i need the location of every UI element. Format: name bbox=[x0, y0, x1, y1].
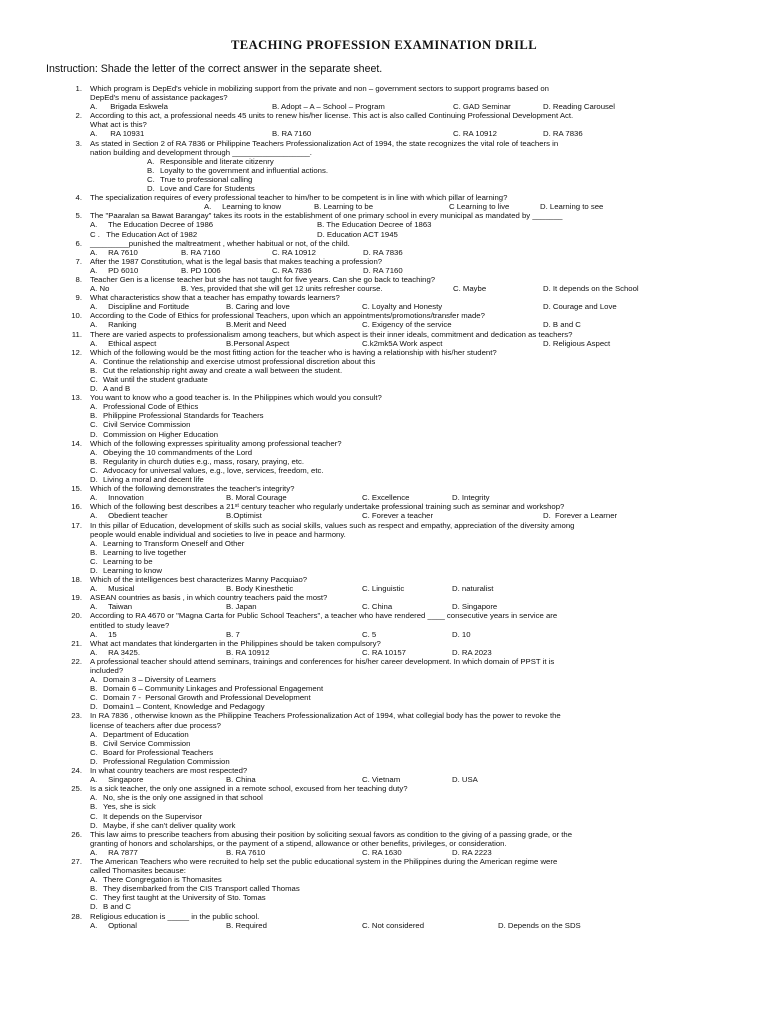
choice-b: B. Philippine Professional Standards for Teachers bbox=[90, 411, 264, 421]
question-stem: A professional teacher should attend seminars, trainings and conferences for his/her career development. In which domain of PPST it is bbox=[90, 656, 555, 666]
choice-b: B. Learning to live together bbox=[90, 547, 187, 557]
question-23 bbox=[62, 711, 726, 766]
choice-c: C. Exigency of the service bbox=[362, 320, 452, 330]
choice-c: C. GAD Seminar bbox=[453, 102, 511, 112]
choice-b: B. Caring and love bbox=[226, 302, 290, 312]
choice-d: D. Learning to see bbox=[540, 202, 604, 212]
question-stem: You want to know who a good teacher is. In the Philippines which would you consult? bbox=[90, 393, 382, 403]
choice-c: C . The Education Act of 1982 bbox=[90, 229, 198, 239]
choice-d: D. Reading Carousel bbox=[543, 102, 615, 112]
choice-d: D. RA 7836 bbox=[543, 129, 583, 139]
question-number: 22. bbox=[71, 656, 82, 666]
question-stem: Which of the following best describes a 21ˢᵗ century teacher who regularly undertake professional training such as seminar and workshop? bbox=[90, 502, 565, 512]
choice-a: A. Optional bbox=[90, 920, 137, 930]
choice-b: B. Body Kinesthetic bbox=[226, 584, 294, 594]
choice-b: B. Civil Service Commission bbox=[90, 738, 191, 748]
question-5 bbox=[62, 211, 726, 238]
choice-d: D. Singapore bbox=[452, 602, 498, 612]
question-number: 3. bbox=[75, 138, 82, 148]
choice-d: D. Domain1 – Content, Knowledge and Pedagogy bbox=[90, 702, 265, 712]
choice-row bbox=[90, 339, 726, 348]
choice-a: A. Continue the relationship and exercise utmost professional discretion about this bbox=[90, 356, 376, 366]
choice-d: D. RA 7160 bbox=[363, 265, 403, 275]
choice-a: A. Department of Education bbox=[90, 729, 189, 739]
choice-a: A. The Education Decree of 1986 bbox=[90, 220, 214, 230]
question-6 bbox=[62, 239, 726, 257]
question-10 bbox=[62, 311, 726, 329]
choice-a: A. No, she is the only one assigned in that school bbox=[90, 793, 263, 803]
choice-row bbox=[90, 602, 726, 611]
choice-d: D. Education ACT 1945 bbox=[317, 229, 398, 239]
question-11 bbox=[62, 330, 726, 348]
choice-d: D. It depends on the School bbox=[543, 284, 639, 294]
choice-row bbox=[90, 584, 726, 593]
question-stem: DepEd's menu of assistance packages? bbox=[90, 93, 228, 103]
choice-a: A. 15 bbox=[90, 629, 117, 639]
question-stem: granting of honors and scholarships, or the payment of a stipend, allowance or other benefits, privileges, or consideration. bbox=[90, 838, 507, 848]
choice-b: B. The Education Decree of 1863 bbox=[317, 220, 432, 230]
question-24 bbox=[62, 766, 726, 784]
choice-b: B. They disembarked from the CIS Transport called Thomas bbox=[90, 884, 300, 894]
question-25 bbox=[62, 784, 726, 829]
question-stem: The "Paaralan sa Bawat Barangay" takes its roots in the establishment of one primary school in every municipal as mandated by _______ bbox=[90, 211, 563, 221]
choice-c: C. Linguistic bbox=[362, 584, 405, 594]
choice-c: C. Board for Professional Teachers bbox=[90, 747, 214, 757]
choice-c: C. RA 7836 bbox=[272, 265, 312, 275]
question-stem: In this pillar of Education, development of skills such as social skills, values such as respect and empathy, appreciation of the diversity among bbox=[90, 520, 575, 530]
question-stem: In what country teachers are most respected? bbox=[90, 766, 248, 776]
question-14 bbox=[62, 439, 726, 484]
choice-row bbox=[90, 648, 726, 657]
question-number: 11. bbox=[71, 329, 82, 339]
choice-row bbox=[90, 284, 726, 293]
choice-c: C. Learning to be bbox=[90, 556, 153, 566]
question-1 bbox=[62, 84, 726, 111]
question-18 bbox=[62, 575, 726, 593]
choice-row bbox=[90, 630, 726, 639]
question-number: 2. bbox=[75, 111, 82, 121]
choice-b: B.Personal Aspect bbox=[226, 338, 290, 348]
choice-b: B. Regularity in church duties e.g., mass, rosary, praying, etc. bbox=[90, 456, 305, 466]
question-stem: people would enable individual and societies to live in peace and harmony. bbox=[90, 529, 346, 539]
choice-c: C. RA 10912 bbox=[272, 247, 316, 257]
question-4 bbox=[62, 193, 726, 211]
question-stem: According to RA 4670 or "Magna Carta for Public School Teachers", a teacher who have rendered ____ consecutive years in service are bbox=[90, 611, 558, 621]
question-stem: Teacher Gen is a license teacher but she has not taught for five years. Can she go back to teaching? bbox=[90, 274, 436, 284]
question-stem: included? bbox=[90, 666, 124, 675]
question-number: 10. bbox=[71, 311, 82, 321]
choice-a: A. Brigada Eskwela bbox=[90, 102, 168, 112]
choice-d: D. Religious Aspect bbox=[543, 338, 611, 348]
question-number: 16. bbox=[71, 502, 82, 512]
question-stem: _________punished the maltreatment , whether habitual or not, of the child. bbox=[90, 238, 350, 248]
choice-d: D. Professional Regulation Commission bbox=[90, 756, 230, 766]
question-number: 17. bbox=[71, 520, 82, 530]
question-stem: Is a sick teacher, the only one assigned in a remote school, excused from her teaching duty? bbox=[90, 784, 408, 794]
question-number: 23. bbox=[71, 711, 82, 721]
question-stem: license of teachers after due process? bbox=[90, 720, 221, 730]
question-stem: ASEAN countries as basis , in which country teachers paid the most? bbox=[90, 593, 328, 603]
choice-row bbox=[90, 266, 726, 275]
question-26 bbox=[62, 830, 726, 857]
choice-b: B. Required bbox=[226, 920, 267, 930]
question-21 bbox=[62, 639, 726, 657]
choice-d: D. Depends on the SDS bbox=[498, 920, 581, 930]
choice-c: C. Loyalty and Honesty bbox=[362, 302, 443, 312]
question-22 bbox=[62, 657, 726, 712]
question-stem: Which of the intelligences best characterizes Manny Pacquiao? bbox=[90, 575, 308, 585]
choice-c: C. RA 10912 bbox=[453, 129, 497, 139]
question-7 bbox=[62, 257, 726, 275]
choice-row bbox=[90, 102, 726, 111]
choice-row bbox=[90, 848, 726, 857]
question-stem: nation building and development through __________________. bbox=[90, 147, 312, 157]
choice-d: D. Integrity bbox=[452, 493, 490, 503]
question-16 bbox=[62, 502, 726, 520]
question-number: 18. bbox=[71, 575, 82, 585]
question-number: 28. bbox=[71, 911, 82, 921]
choice-row bbox=[90, 202, 726, 211]
choice-d: D. naturalist bbox=[452, 584, 494, 594]
choice-c: C. China bbox=[362, 602, 393, 612]
choice-d: D. A and B bbox=[90, 384, 131, 394]
choice-a: A. Discipline and Fortitude bbox=[90, 302, 190, 312]
choice-b: B. PD 1006 bbox=[181, 265, 221, 275]
question-number: 13. bbox=[71, 393, 82, 403]
choice-a: A. PD 6010 bbox=[90, 265, 139, 275]
page-title: TEACHING PROFESSION EXAMINATION DRILL bbox=[230, 38, 537, 52]
question-number: 6. bbox=[75, 238, 82, 248]
choice-a: A. Responsible and literate citizenry bbox=[147, 156, 274, 166]
question-8 bbox=[62, 275, 726, 293]
choice-b: B. RA 7160 bbox=[181, 247, 221, 257]
choice-d: D. Forever a Learner bbox=[543, 511, 618, 521]
question-stem: According to the Code of Ethics for professional Teachers, upon which an appointments/promotions/transfer made? bbox=[90, 311, 485, 321]
choice-b: B. Loyalty to the government and influential actions. bbox=[147, 165, 329, 175]
choice-c: C. RA 1630 bbox=[362, 847, 402, 857]
question-stem: As stated in Section 2 of RA 7836 or Philippine Teachers Professionalization Act of 1994, the state recognizes the vital role of teachers in bbox=[90, 138, 559, 148]
choice-row bbox=[90, 320, 726, 329]
choice-a: A. Learning to Transform Oneself and Other bbox=[90, 538, 245, 548]
question-number: 20. bbox=[71, 611, 82, 621]
question-19 bbox=[62, 593, 726, 611]
instruction-text: Instruction: Shade the letter of the correct answer in the separate sheet. bbox=[46, 63, 383, 75]
choice-a: A. RA 10931 bbox=[90, 129, 145, 139]
choice-c: C. 5 bbox=[362, 629, 377, 639]
choice-c: C. Not considered bbox=[362, 920, 425, 930]
question-number: 27. bbox=[71, 856, 82, 866]
choice-d: D. 10 bbox=[452, 629, 471, 639]
choice-d: D. Living a moral and decent life bbox=[90, 475, 204, 485]
choice-c: C. True to professional calling bbox=[147, 174, 253, 184]
choice-c: C. Civil Service Commission bbox=[90, 420, 191, 430]
choice-row bbox=[90, 921, 726, 930]
choice-row bbox=[90, 775, 726, 784]
choice-c: C Learning to live bbox=[449, 202, 510, 212]
question-15 bbox=[62, 484, 726, 502]
question-list bbox=[62, 84, 726, 930]
choice-b: B.Merit and Need bbox=[226, 320, 287, 330]
question-number: 15. bbox=[71, 484, 82, 494]
question-number: 25. bbox=[71, 784, 82, 794]
choice-c: C. It depends on the Supervisor bbox=[90, 811, 203, 821]
question-3 bbox=[62, 139, 726, 194]
question-13 bbox=[62, 393, 726, 438]
choice-d: D. B and C bbox=[90, 902, 132, 912]
question-stem: What characteristics show that a teacher has empathy towards learners? bbox=[90, 293, 340, 303]
choice-d: D. Love and Care for Students bbox=[147, 184, 255, 194]
choice-c: C. Advocacy for universal values, e.g., love, services, freedom, etc. bbox=[90, 465, 324, 475]
question-number: 26. bbox=[71, 829, 82, 839]
choice-d: D. Commission on Higher Education bbox=[90, 429, 219, 439]
choice-c: C. Maybe bbox=[453, 284, 487, 294]
question-12 bbox=[62, 348, 726, 393]
choice-row bbox=[90, 248, 726, 257]
choice-b: B. Japan bbox=[226, 602, 257, 612]
choice-b: B. Moral Courage bbox=[226, 493, 287, 503]
choice-b: B. Learning to be bbox=[314, 202, 374, 212]
choice-d: D. RA 2023 bbox=[452, 647, 492, 657]
question-27 bbox=[62, 857, 726, 912]
choice-a: A. Obeying the 10 commandments of the Lord bbox=[90, 447, 253, 457]
choice-a: A. RA 3425. bbox=[90, 647, 140, 657]
question-2 bbox=[62, 111, 726, 138]
question-stem: According to this act, a professional needs 45 units to renew his/her license. This act is also called Continuing Professional Development Act. bbox=[90, 111, 574, 121]
choice-a: A. Domain 3 – Diversity of Learners bbox=[90, 675, 216, 685]
question-stem: Which of the following would be the most fitting action for the teacher who is having a relationship with his/her student? bbox=[90, 347, 497, 357]
choice-a: A. No bbox=[90, 284, 110, 294]
choice-row bbox=[90, 220, 726, 229]
question-number: 14. bbox=[71, 438, 82, 448]
choice-b: B. Adopt – A – School – Program bbox=[272, 102, 385, 112]
choice-c: C. RA 10157 bbox=[362, 647, 406, 657]
question-stem: The American Teachers who were recruited to help set the public educational system in the Philippines during the American regime were bbox=[90, 856, 558, 866]
choice-b: B. China bbox=[226, 775, 256, 785]
choice-b: B. Cut the relationship right away and create a wall between the student. bbox=[90, 365, 343, 375]
question-number: 24. bbox=[71, 766, 82, 776]
question-number: 7. bbox=[75, 256, 82, 266]
question-stem: There are varied aspects to professionalism among teachers, but which aspect is their inner ideals, commitment and dedication as teachers? bbox=[90, 329, 573, 339]
question-stem: What act mandates that kindergarten in the Philippines should be taken compulsory? bbox=[90, 638, 381, 648]
choice-c: C. Vietnam bbox=[362, 775, 401, 785]
choice-c: C.k2mk5A Work aspect bbox=[362, 338, 443, 348]
question-20 bbox=[62, 611, 726, 638]
choice-row bbox=[90, 230, 726, 239]
choice-b: B. Domain 6 – Community Linkages and Professional Engagement bbox=[90, 684, 324, 694]
choice-c: C. Excellence bbox=[362, 493, 410, 503]
question-stem: After the 1987 Constitution, what is the legal basis that makes teaching a profession? bbox=[90, 256, 383, 266]
question-9 bbox=[62, 293, 726, 311]
choice-a: A. RA 7877 bbox=[90, 847, 138, 857]
choice-b: B. 7 bbox=[226, 629, 240, 639]
question-17 bbox=[62, 521, 726, 576]
question-stem: The specialization requires of every professional teacher to him/her to be competent is in line with which pillar of learning? bbox=[90, 193, 508, 203]
question-number: 19. bbox=[71, 593, 82, 603]
choice-b: B. RA 10912 bbox=[226, 647, 270, 657]
choice-b: B. RA 7610 bbox=[226, 847, 266, 857]
choice-b: B. Yes, provided that she will get 12 units refresher course. bbox=[181, 284, 383, 294]
question-number: 12. bbox=[71, 347, 82, 357]
choice-a: A. There Congregation is Thomasites bbox=[90, 875, 222, 885]
question-number: 21. bbox=[71, 638, 82, 648]
choice-a: A. Taiwan bbox=[90, 602, 133, 612]
choice-b: B.Optimist bbox=[226, 511, 262, 521]
question-stem: Religious education is _____ in the public school. bbox=[90, 911, 260, 921]
choice-d: D. Courage and Love bbox=[543, 302, 617, 312]
choice-b: B. RA 7160 bbox=[272, 129, 312, 139]
choice-a: A. Innovation bbox=[90, 493, 144, 503]
choice-d: D. USA bbox=[452, 775, 478, 785]
choice-c: C. Domain 7 - Personal Growth and Professional Development bbox=[90, 693, 311, 703]
question-stem: Which of the following expresses spirituality among professional teacher? bbox=[90, 438, 342, 448]
question-number: 8. bbox=[75, 274, 82, 284]
choice-a: A. Professional Code of Ethics bbox=[90, 402, 199, 412]
question-stem: entitled to study leave? bbox=[90, 620, 170, 630]
choice-a: A. RA 7610 bbox=[90, 247, 138, 257]
choice-row bbox=[90, 129, 726, 138]
choice-d: D. B and C bbox=[543, 320, 581, 330]
question-stem: What act is this? bbox=[90, 120, 147, 130]
choice-row bbox=[90, 511, 726, 520]
question-number: 4. bbox=[75, 193, 82, 203]
question-stem: Which program is DepEd's vehicle in mobilizing support from the private and non – government sectors to support programs based on bbox=[90, 84, 549, 93]
choice-a: A. Ranking bbox=[90, 320, 137, 330]
question-stem: In RA 7836 , otherwise known as the Philippine Teachers Professionalization Act of 1994, what collegial body has the power to revoke the bbox=[90, 711, 561, 721]
choice-b: B. Yes, she is sick bbox=[90, 802, 156, 812]
question-28 bbox=[62, 912, 726, 930]
choice-d: D. RA 7836 bbox=[363, 247, 403, 257]
choice-a: A. Musical bbox=[90, 584, 135, 594]
choice-a: A. Singapore bbox=[90, 775, 144, 785]
question-stem: called Thomasites because: bbox=[90, 866, 186, 876]
choice-d: D. Learning to know bbox=[90, 565, 163, 575]
choice-d: D. RA 2223 bbox=[452, 847, 492, 857]
choice-a: A. Learning to know bbox=[204, 202, 282, 212]
choice-a: A. Obedient teacher bbox=[90, 511, 168, 521]
choice-row bbox=[90, 302, 726, 311]
question-number: 9. bbox=[75, 293, 82, 303]
choice-c: C. Forever a teacher bbox=[362, 511, 434, 521]
choice-d: D. Maybe, if she can't deliver quality work bbox=[90, 820, 236, 830]
question-number: 5. bbox=[75, 211, 82, 221]
choice-c: C. Wait until the student graduate bbox=[90, 375, 208, 384]
question-stem: This law aims to prescribe teachers from abusing their position by soliciting sexual favors as condition to the giving of a passing grade, or the bbox=[90, 829, 573, 839]
question-stem: Which of the following demonstrates the teacher's integrity? bbox=[90, 484, 295, 494]
choice-row bbox=[90, 493, 726, 502]
question-number: 1. bbox=[75, 84, 82, 93]
choice-a: A. Ethical aspect bbox=[90, 338, 157, 348]
choice-c: C. They first taught at the University of Sto. Tomas bbox=[90, 893, 266, 903]
